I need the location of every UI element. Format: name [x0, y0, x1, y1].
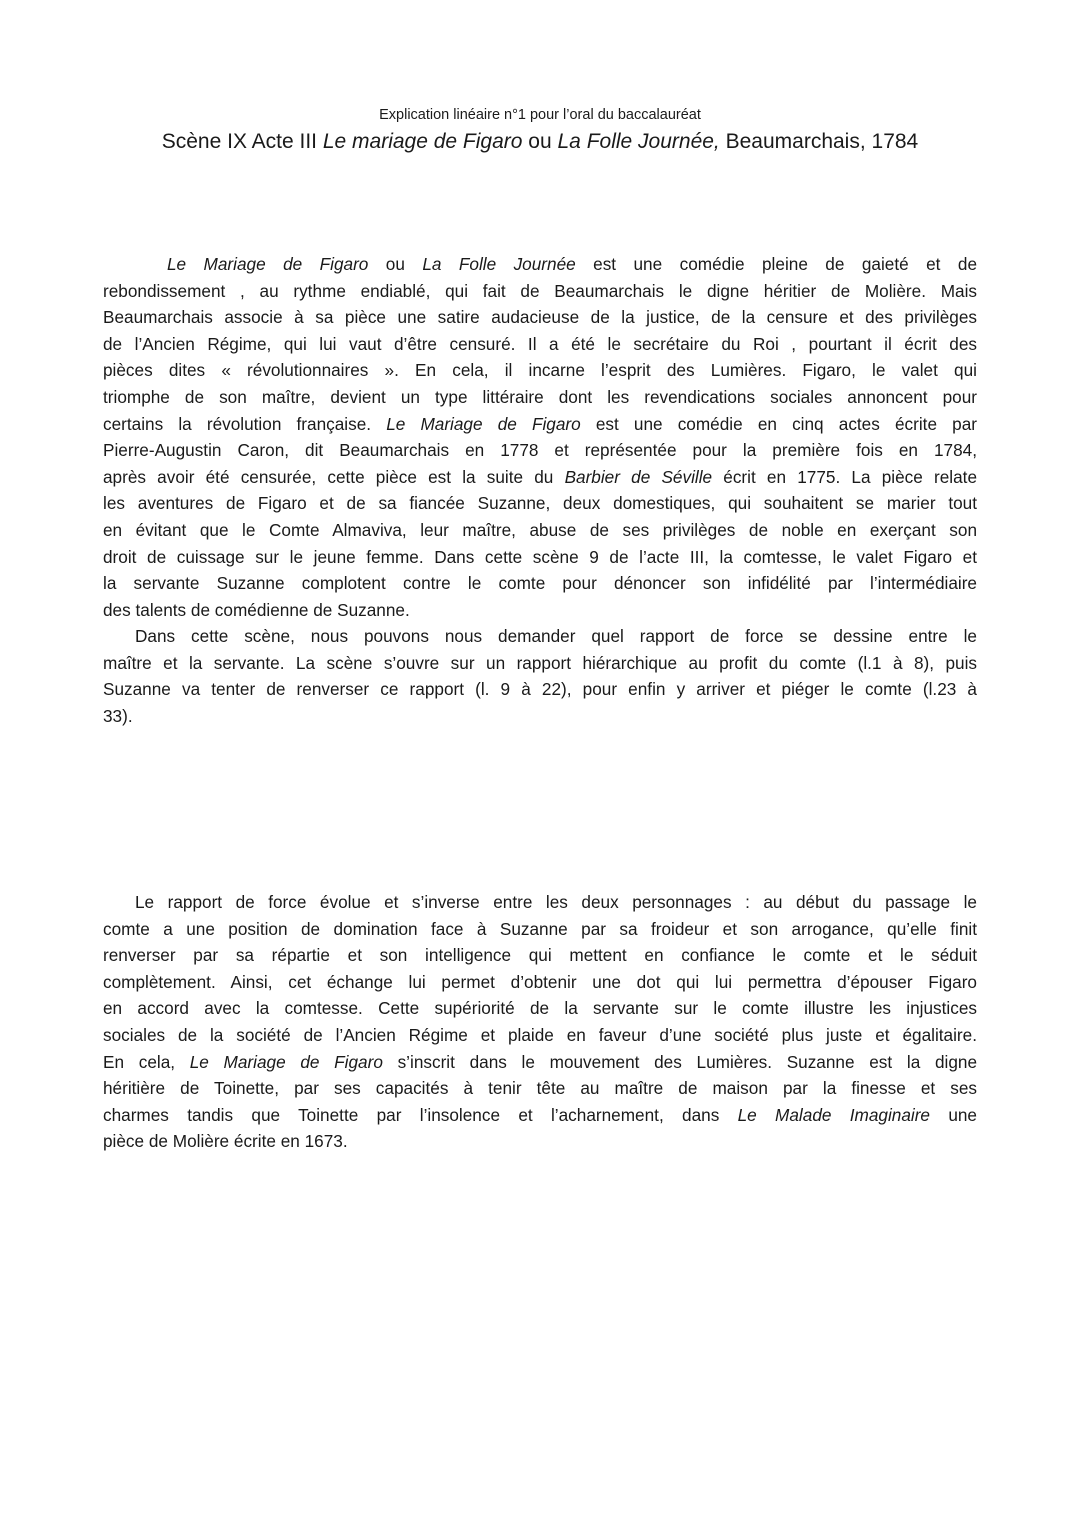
text-line: triomphe de son maître, devient un type littéraire dont les revendications sociales annoncent pour [103, 386, 977, 407]
text-line: Le Mariage de Figaro ou La Folle Journée est une comédie pleine de gaieté et de [167, 254, 978, 274]
text-line: renverser par sa répartie et son intelligence qui mettent en confiance le comte et le séduit [103, 945, 977, 966]
text-line: droit de cuissage sur le jeune femme. Dans cette scène 9 de l’acte III, la comtesse, le valet Figaro et [103, 546, 977, 567]
work-title: La Folle Journée [422, 254, 576, 274]
text-line: En cela, Le Mariage de Figaro s’inscrit dans le mouvement des Lumières. Suzanne est la digne [103, 1051, 977, 1072]
text-line: les aventures de Figaro et de sa fiancée Suzanne, deux domestiques, qui souhaitent se marier tout [103, 493, 977, 514]
text-line: Le rapport de force évolue et s’inverse entre les deux personnages : au début du passage le [135, 892, 977, 912]
text-line: sociales de la société de l’Ancien Régime et plaide en faveur d’une société plus juste et égalitaire. [103, 1024, 977, 1045]
text-line: la servante Suzanne complotent contre le comte pour dénoncer son infidélité par l’intermédiaire [103, 573, 977, 594]
text-line: pièce de Molière écrite en 1673. [103, 1131, 348, 1152]
text-line: héritière de Toinette, par ses capacités à tenir tête au maître de maison par la finesse et ses [103, 1078, 977, 1099]
paragraph-introduction [103, 251, 977, 623]
document-title [0, 128, 1080, 156]
title-connector: ou [522, 130, 558, 153]
title-suffix: Beaumarchais, 1784 [719, 130, 919, 153]
title-work-2: La Folle Journée, [557, 130, 720, 153]
text-line: Suzanne va tenter de renverser ce rapport (l. 9 à 22), pour enfin y arriver et piéger le comte (l.23 à [103, 679, 977, 700]
text-line: en accord avec la comtesse. Cette supériorité de la servante sur le comte illustre les injustices [103, 998, 977, 1019]
text-line: de l’Ancien Régime, qui lui vaut d’être censuré. Il a été le secrétaire du Roi , pourtant il écrit des [103, 333, 977, 354]
title-prefix: Scène IX Acte III [161, 130, 323, 153]
work-title: Le Malade Imaginaire [737, 1104, 930, 1125]
text-line: Dans cette scène, nous pouvons nous demander quel rapport de force se dessine entre le [135, 626, 977, 646]
text-line: pièces dites « révolutionnaires ». En cela, il incarne l’esprit des Lumières. Figaro, le valet qui [103, 360, 977, 381]
text-line: complètement. Ainsi, cet échange lui permet d’obtenir une dot qui lui permettra d’épouser Figaro [103, 971, 977, 992]
work-title: Le Mariage de Figaro [167, 254, 369, 274]
text-line: Pierre-Augustin Caron, dit Beaumarchais en 1778 et représentée pour la première fois en 1784, [103, 440, 977, 461]
text-line: en évitant que le Comte Almaviva, leur maître, abuse de ses privilèges de noble en exerçant son [103, 519, 977, 540]
title-work-1: Le mariage de Figaro [322, 130, 523, 153]
text-line: rebondissement , au rythme endiablé, qui fait de Beaumarchais le digne héritier de Molière. Mais [103, 280, 977, 301]
text-line: après avoir été censurée, cette pièce est la suite du Barbier de Séville écrit en 1775. La pièce relate [103, 466, 978, 487]
work-title: Barbier de Séville [564, 466, 713, 487]
document-subtitle: Explication linéaire n°1 pour l’oral du baccalauréat [379, 107, 701, 123]
work-title: Le Mariage de Figaro [386, 413, 581, 434]
paragraph-conclusion [103, 889, 977, 1155]
paragraph-problematique [103, 623, 977, 729]
text-line: 33). [103, 705, 133, 726]
text-line: certains la révolution française. Le Mariage de Figaro est une comédie en cinq actes écrite par [103, 413, 978, 434]
work-title: Le Mariage de Figaro [189, 1051, 383, 1072]
text-line: Beaumarchais associe à sa pièce une satire audacieuse de la justice, de la censure et des privilèges [103, 307, 977, 328]
text-line: maître et la servante. La scène s’ouvre sur un rapport hiérarchique au profit du comte (l.1 à 8), puis [103, 652, 977, 673]
text-line: comte a une position de domination face à Suzanne par sa froideur et son arrogance, qu’elle finit [103, 918, 977, 939]
text-line: charmes tandis que Toinette par l’insolence et l’acharnement, dans Le Malade Imaginaire une [103, 1104, 977, 1125]
text-line: des talents de comédienne de Suzanne. [103, 599, 410, 620]
